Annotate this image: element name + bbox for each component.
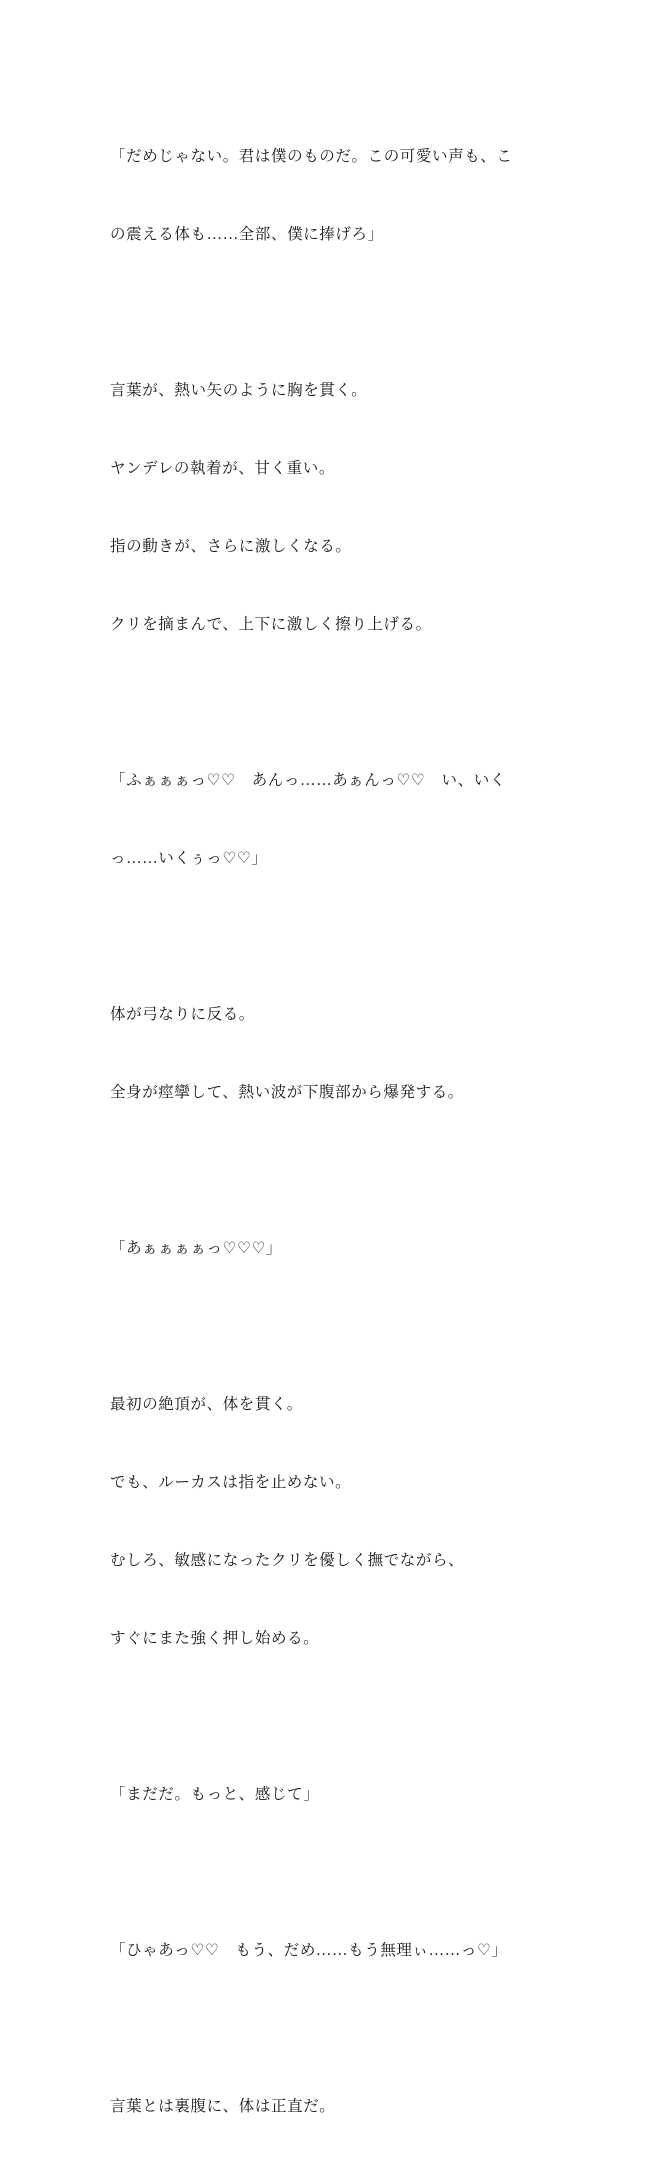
text-line: 指の動きが、さらに激しくなる。 [110,538,352,555]
text-line: 言葉とは裏腹に、体は正直だ。 [110,2098,336,2115]
paragraph [110,92,550,300]
paragraph [110,1184,550,1314]
paragraph [110,326,550,690]
paragraph [110,1730,550,1860]
paragraph [110,716,550,924]
text-line: ヤンデレの執着が、甘く重い。 [110,460,335,477]
text-line: 「だめじゃない。君は僕のものだ。この可愛い声も、こ [110,148,513,165]
text-line: 言葉が、熱い矢のように胸を貫く。 [110,382,368,399]
text-line: っ……いくぅっ♡♡」 [110,850,268,867]
text-line: 全身が痙攣して、熱い波が下腹部から爆発する。 [110,1084,464,1101]
paragraph [110,2042,550,2172]
paragraph [110,1886,550,2016]
text-line: すぐにまた強く押し始める。 [110,1630,320,1647]
paragraph [110,1340,550,1704]
text-line: むしろ、敏感になったクリを優しく撫でながら、 [110,1552,465,1569]
text-line: 最初の絶頂が、体を貫く。 [110,1396,303,1413]
text-line: クリを摘まんで、上下に激しく擦り上げる。 [110,616,432,633]
document-body [110,92,550,2172]
text-line: 「ふぁぁぁっ♡♡ あんっ……あぁんっ♡♡ い、いく [110,772,506,789]
paragraph [110,950,550,1158]
text-line: の震える体も……全部、僕に捧げろ」 [110,226,384,243]
text-line: 「まだだ。もっと、感じて」 [110,1786,320,1803]
text-line: 体が弓なりに反る。 [110,1006,255,1023]
text-line: でも、ルーカスは指を止めない。 [110,1474,352,1491]
text-line: 「ひゃあっ♡♡ もう、だめ……もう無理ぃ……っ♡」 [110,1942,508,1959]
text-line: 「あぁぁぁぁっ♡♡♡」 [110,1240,283,1257]
